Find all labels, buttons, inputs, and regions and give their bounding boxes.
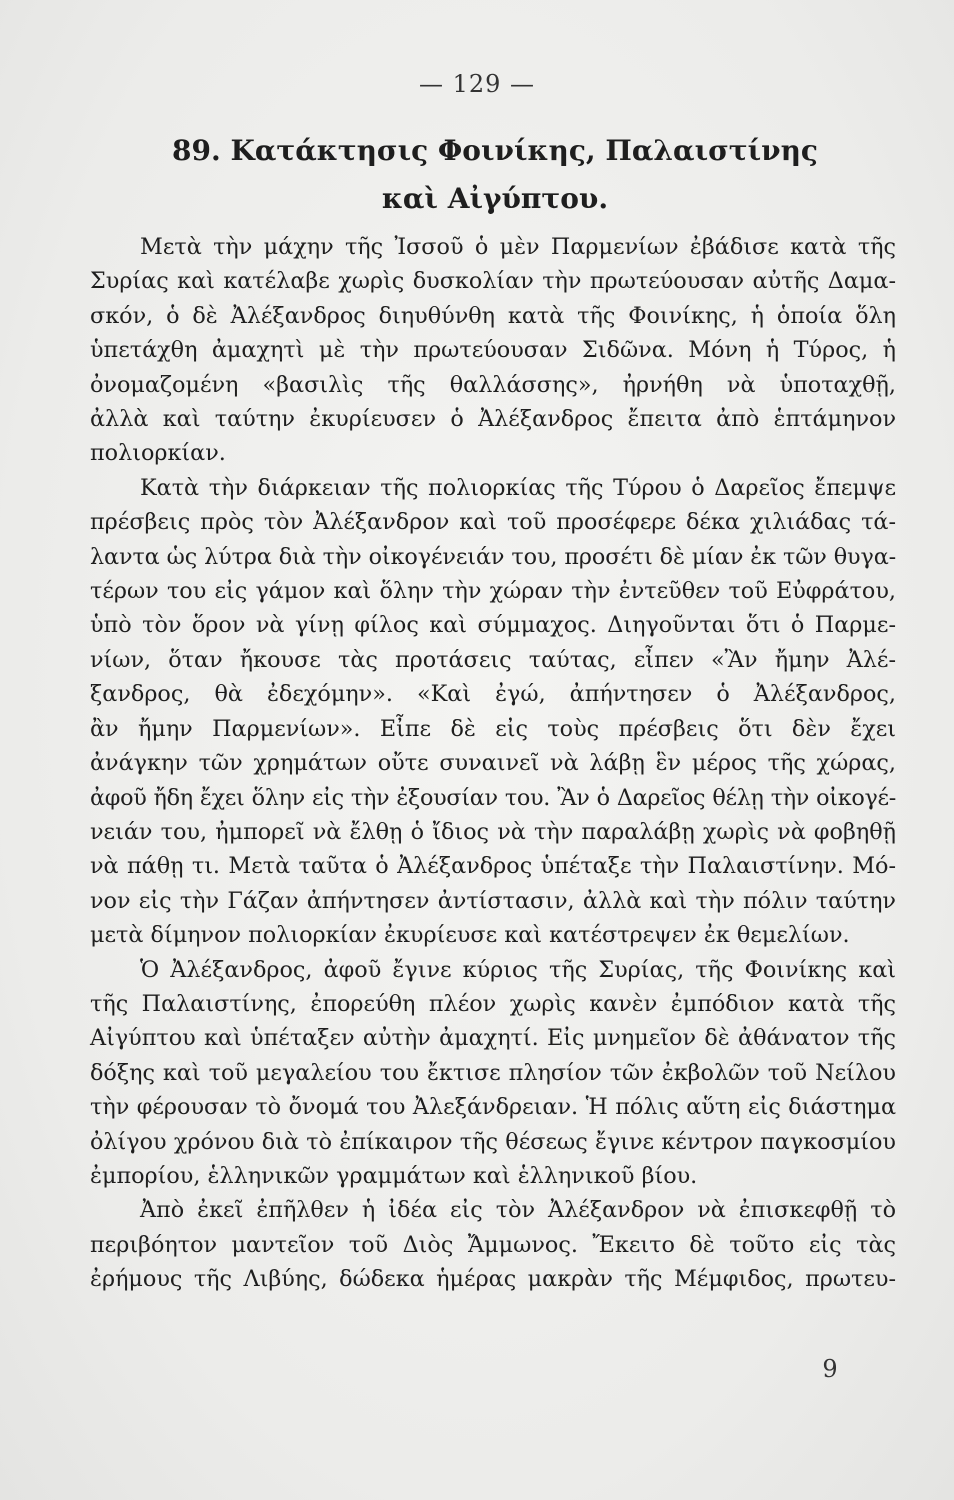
- heading-line-2: καὶ Αἰγύπτου.: [381, 182, 609, 215]
- heading-line-1: 89. Κατάκτησις Φοινίκης, Παλαιστίνης: [172, 134, 818, 167]
- text-line: ἀνάγκην τῶν χρημάτων οὔτε συναινεῖ νὰ λάβῃ ἓν μέρος τῆς χώρας,: [90, 750, 896, 777]
- text-line: ἐρήμους τῆς Λιβύης, δώδεκα ἡμέρας μακρὰν τῆς Μέμφιδος, πρωτευ-: [90, 1266, 896, 1293]
- text-line: περιβόητον μαντεῖον τοῦ Διὸς Ἄμμωνος. Ἔκειτο δὲ τοῦτο εἰς τὰς: [90, 1231, 896, 1258]
- text-line: νίων, ὅταν ἤκουσε τὰς προτάσεις ταύτας, εἶπεν «Ἂν ἤμην Ἀλέ-: [90, 646, 896, 673]
- text-line: ὀνομαζομένη «βασιλὶς τῆς θαλλάσσης», ἠρνήθη νὰ ὑποταχθῇ,: [90, 371, 896, 398]
- section-heading: [80, 127, 910, 223]
- text-line: Ὁ Ἀλέξανδρος, ἀφοῦ ἔγινε κύριος τῆς Συρίας, τῆς Φοινίκης καὶ: [140, 956, 896, 983]
- text-line: πρέσβεις πρὸς τὸν Ἀλέξανδρον καὶ τοῦ προσέφερε δέκα χιλιάδας τά-: [90, 509, 896, 536]
- text-line: νειάν του, ἠμπορεῖ νὰ ἔλθῃ ὁ ἴδιος νὰ τὴν παραλάβῃ χωρὶς νὰ φοβηθῇ: [90, 818, 896, 845]
- text-line: λαντα ὡς λύτρα διὰ τὴν οἰκογένειάν του, προσέτι δὲ μίαν ἐκ τῶν θυγα-: [90, 543, 897, 570]
- text-line: δόξης καὶ τοῦ μεγαλείου του ἔκτισε πλησίον τῶν ἐκβολῶν τοῦ Νείλου: [90, 1059, 896, 1086]
- text-line: τὴν φέρουσαν τὸ ὄνομά του Ἀλεξάνδρειαν. Ἡ πόλις αὕτη εἰς διάστημα: [90, 1094, 896, 1121]
- text-line: τέρων του εἰς γάμον καὶ ὅλην τὴν χώραν τὴν ἐντεῦθεν τοῦ Εὐφράτου,: [90, 578, 896, 605]
- text-line: τῆς Παλαιστίνης, ἐπορεύθη πλέον χωρὶς κανὲν ἐμπόδιον κατὰ τῆς: [90, 990, 896, 1017]
- text-line: νον εἰς τὴν Γάζαν ἀπήντησεν ἀντίστασιν, ἀλλὰ καὶ τὴν πόλιν ταύτην: [90, 887, 896, 914]
- text-line: ὀλίγου χρόνου διὰ τὸ ἐπίκαιρον τῆς θέσεως ἔγινε κέντρον παγκοσμίου: [90, 1128, 896, 1155]
- text-line: ὑπετάχθη ἀμαχητὶ μὲ τὴν πρωτεύουσαν Σιδῶνα. Μόνη ἡ Τύρος, ἡ: [90, 337, 896, 364]
- text-line: Ἀπὸ ἐκεῖ ἐπῆλθεν ἡ ἰδέα εἰς τὸν Ἀλέξανδρον νὰ ἐπισκεφθῇ τὸ: [140, 1197, 896, 1224]
- text-line: ὑπὸ τὸν ὅρον νὰ γίνῃ φίλος καὶ σύμμαχος. Διηγοῦνται ὅτι ὁ Παρμε-: [90, 612, 896, 639]
- text-line: Αἰγύπτου καὶ ὑπέταξεν αὐτὴν ἀμαχητί. Εἰς μνημεῖον δὲ ἀθάνατον τῆς: [90, 1025, 896, 1052]
- text-line: νὰ πάθῃ τι. Μετὰ ταῦτα ὁ Ἀλέξανδρος ὑπέταξε τὴν Παλαιστίνην. Μό-: [90, 853, 896, 880]
- text-line: Μετὰ τὴν μάχην τῆς Ἰσσοῦ ὁ μὲν Παρμενίων ἐβάδισε κατὰ τῆς: [140, 234, 896, 260]
- text-line: μετὰ δίμηνον πολιορκίαν ἐκυρίευσε καὶ κατέστρεψεν ἐκ θεμελίων.: [90, 922, 850, 949]
- text-line: ἀλλὰ καὶ ταύτην ἐκυρίευσεν ὁ Ἀλέξανδρος ἔπειτα ἀπὸ ἑπτάμηνον: [90, 406, 896, 433]
- text-line: ξανδρος, θὰ ἐδεχόμην». «Καὶ ἐγώ, ἀπήντησεν ὁ Ἀλέξανδρος,: [90, 681, 896, 708]
- text-line: ἐμπορίου, ἑλληνικῶν γραμμάτων καὶ ἑλληνικοῦ βίου.: [90, 1162, 698, 1189]
- text-line: Συρίας καὶ κατέλαβε χωρὶς δυσκολίαν τὴν πρωτεύουσαν αὐτῆς Δαμα-: [90, 268, 896, 295]
- page-number: — 129 —: [418, 70, 536, 98]
- text-line: ἀφοῦ ἤδη ἔχει ὅλην εἰς τὴν ἐξουσίαν του. Ἂν ὁ Δαρεῖος θέλῃ τὴν οἰκογέ-: [90, 784, 896, 811]
- text-line: ἂν ἤμην Παρμενίων». Εἶπε δὲ εἰς τοὺς πρέσβεις ὅτι δὲν ἔχει: [90, 715, 896, 742]
- signature-mark: 9: [822, 1355, 838, 1383]
- text-line: σκόν, ὁ δὲ Ἀλέξανδρος διηυθύνθη κατὰ τῆς Φοινίκης, ἡ ὁποία ὅλη: [90, 302, 896, 329]
- text-line: πολιορκίαν.: [90, 440, 226, 467]
- text-line: Κατὰ τὴν διάρκειαν τῆς πολιορκίας τῆς Τύρου ὁ Δαρεῖος ἔπεμψε: [140, 474, 896, 501]
- body-text: [90, 230, 896, 1297]
